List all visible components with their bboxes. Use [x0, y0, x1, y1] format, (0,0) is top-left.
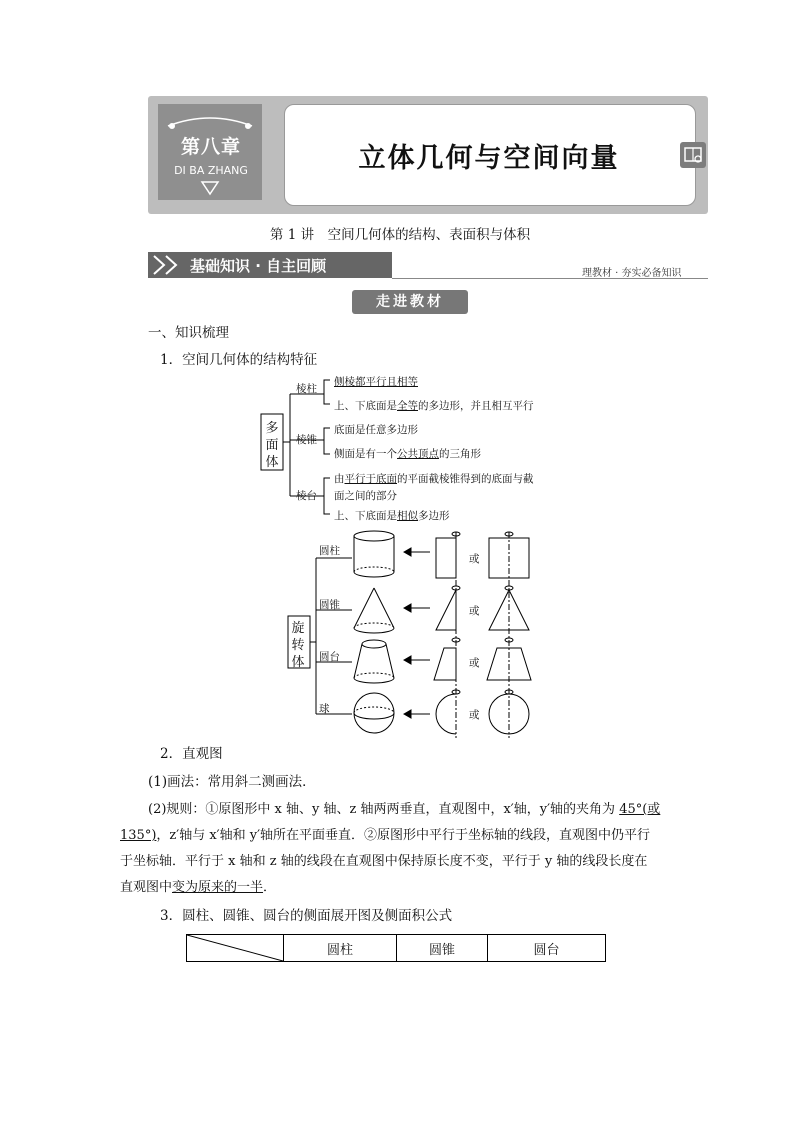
frustum-line1b: 面之间的部分: [334, 490, 397, 502]
drawing-rules-2: 135°)，z′轴与 x′轴和 y′轴所在平面垂直．②原图形中平行于坐标轴的线段，直观图中仍平行: [120, 828, 651, 843]
pyramid-line2: 侧面是有一个公共顶点的三角形: [334, 448, 481, 460]
drawing-method: (1)画法：常用斜二测画法．: [148, 774, 316, 790]
cone-label: 圆锥: [319, 599, 340, 611]
pyramid-label: 棱锥: [296, 434, 317, 446]
or-label: 或: [469, 553, 480, 565]
chapter-badge-title: 第八章: [180, 136, 241, 158]
heading-intuitive: 2．直观图: [160, 746, 223, 762]
chevron-icon: [150, 254, 186, 276]
or-label: 或: [469, 709, 480, 721]
chapter-title: 立体几何与空间向量: [358, 143, 620, 174]
heading-structure: 1．空间几何体的结构特征: [160, 352, 318, 368]
or-label: 或: [469, 657, 480, 669]
cylinder-label: 圆柱: [319, 545, 340, 557]
or-label: 或: [469, 605, 480, 617]
table-corner-cell: [187, 935, 284, 962]
frustum-label: 棱台: [296, 490, 317, 502]
prism-line2: 上、下底面是全等的多边形，并且相互平行: [334, 400, 534, 412]
book-icon[interactable]: [680, 142, 706, 168]
drawing-rules-3: 于坐标轴．平行于 x 轴和 z 轴的线段在直观图中保持原长度不变，平行于 y 轴的线段长度在: [120, 854, 648, 869]
section-label: 基础知识 · 自主回顾: [190, 257, 327, 275]
prism-line1: 侧棱都平行且相等: [334, 376, 418, 388]
lecture-title: 第 1 讲 空间几何体的结构、表面积与体积: [269, 227, 531, 243]
drawing-rules: (2)规则：①原图形中 x 轴、y 轴、z 轴两两垂直，直观图中，x′轴，y′轴的夹角为 45°(或: [148, 802, 661, 817]
frustum-line2: 上、下底面是相似多边形: [334, 510, 450, 522]
drawing-rules-4: 直观图中变为原来的一半．: [120, 880, 277, 895]
frustum-cone-label: 圆台: [319, 651, 340, 663]
table-header-frustum: 圆台: [488, 935, 606, 962]
section-subtitle: 理教材 · 夯实必备知识: [582, 268, 682, 279]
lateral-area-table: [186, 934, 606, 962]
table-header-cylinder: 圆柱: [284, 935, 397, 962]
prism-label: 棱柱: [296, 383, 317, 395]
table-row: [187, 935, 606, 962]
pyramid-line1: 底面是任意多边形: [334, 424, 418, 436]
table-header-cone: 圆锥: [397, 935, 488, 962]
revolution-root: 旋转体: [291, 621, 305, 670]
heading-knowledge: 一、知识梳理: [148, 325, 229, 341]
frustum-line1: 由平行于底面的平面截棱锥得到的底面与截: [334, 473, 534, 485]
walk-into-textbook-tag: 走进教材: [352, 290, 468, 314]
sphere-label: 球: [319, 703, 330, 715]
polyhedron-root: 多面体: [265, 421, 279, 470]
chapter-badge-pinyin: DI BA ZHANG: [174, 164, 248, 177]
heading-lateral: 3．圆柱、圆锥、圆台的侧面展开图及侧面积公式: [160, 908, 453, 924]
